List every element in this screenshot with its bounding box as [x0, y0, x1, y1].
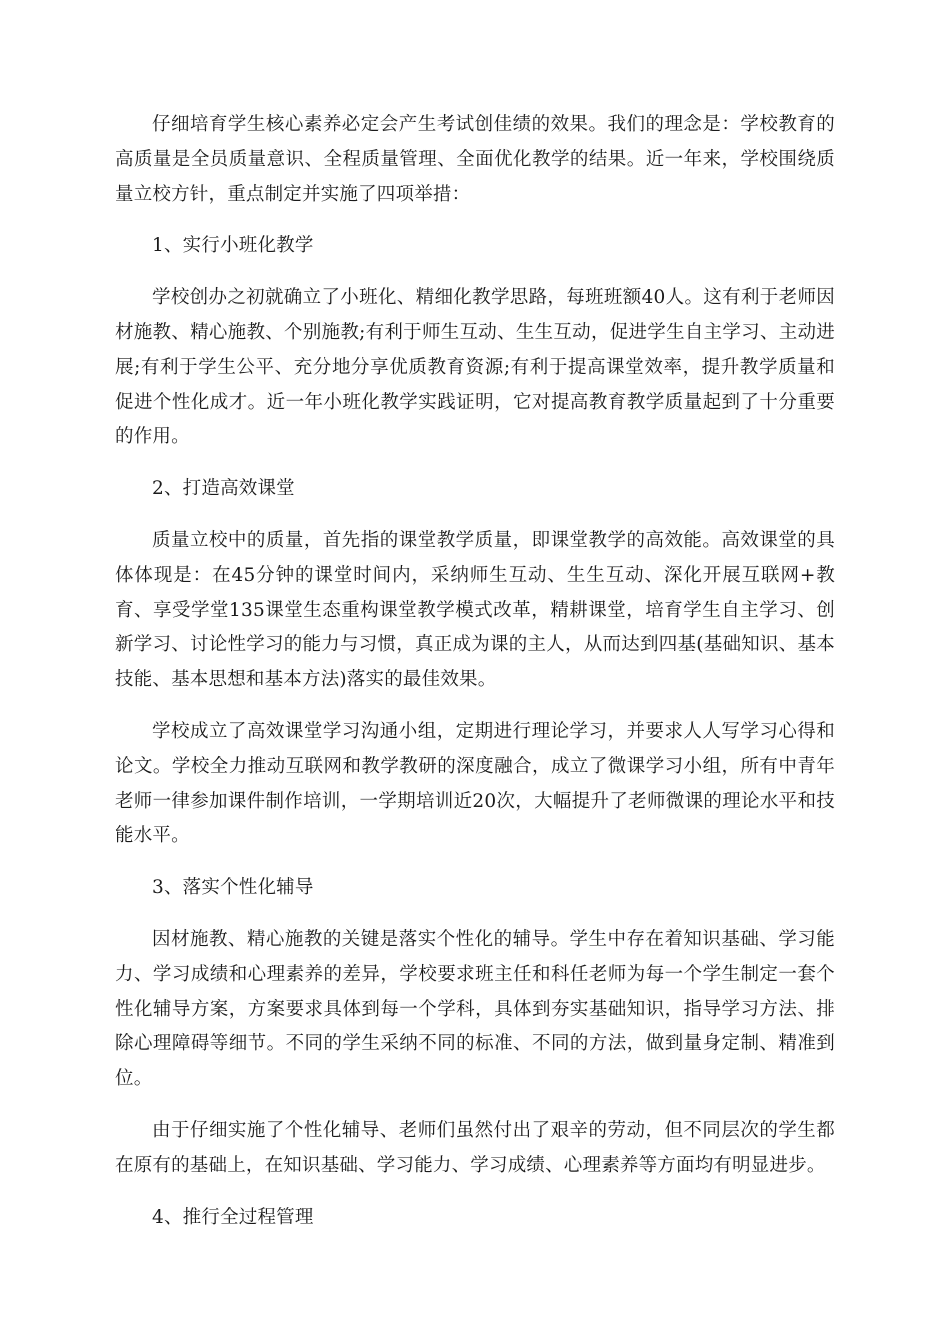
section-heading-1: 1、实行小班化教学: [152, 235, 314, 257]
section-heading-4: 4、推行全过程管理: [152, 1206, 314, 1228]
paragraph-small-class: 学校创办之初就确立了小班化、精细化教学思路，每班班额40人。这有利于老师因材施教、精心施教、个别施教;有利于师生互动、生生互动，促进学生自主学习、主动进展;有利于学生公平、充分地分享优质教育资源;有利于提高课堂效率，提升教学质量和促进个性化成才。近一年小班化教学实践证明，它对提高教育教学质量起到了十分重要的作用。: [115, 287, 835, 448]
document-body: [115, 108, 835, 1252]
paragraph-study-group: 学校成立了高效课堂学习沟通小组，定期进行理论学习，并要求人人写学习心得和论文。学校全力推动互联网和教学教研的深度融合，成立了微课学习小组，所有中青年老师一律参加课件制作培训，一学期培训近20次，大幅提升了老师微课的理论水平和技能水平。: [115, 720, 835, 847]
section-heading-3: 3、落实个性化辅导: [152, 877, 314, 899]
paragraph-tutoring-results: 由于仔细实施了个性化辅导、老师们虽然付出了艰辛的劳动，但不同层次的学生都在原有的基础上，在知识基础、学习能力、学习成绩、心理素养等方面均有明显进步。: [115, 1119, 835, 1176]
paragraph-intro: 仔细培育学生核心素养必定会产生考试创佳绩的效果。我们的理念是：学校教育的高质量是全员质量意识、全程质量管理、全面优化教学的结果。近一年来，学校围绕质量立校方针，重点制定并实施了四项举措：: [115, 114, 835, 205]
paragraph-efficient-class: 质量立校中的质量，首先指的课堂教学质量，即课堂教学的高效能。高效课堂的具体体现是：在45分钟的课堂时间内，采纳师生互动、生生互动、深化开展互联网+教育、享受学堂135课堂生态重构课堂教学模式改革，精耕课堂，培育学生自主学习、创新学习、讨论性学习的能力与习惯，真正成为课的主人，从而达到四基(基础知识、基本技能、基本思想和基本方法)落实的最佳效果。: [115, 529, 835, 691]
paragraph-individual-tutoring: 因材施教、精心施教的关键是落实个性化的辅导。学生中存在着知识基础、学习能力、学习成绩和心理素养的差异，学校要求班主任和科任老师为每一个学生制定一套个性化辅导方案，方案要求具体到每一个学科，具体到夯实基础知识，指导学习方法、排除心理障碍等细节。不同的学生采纳不同的标准、不同的方法，做到量身定制、精准到位。: [115, 928, 835, 1090]
section-heading-2: 2、打造高效课堂: [152, 478, 295, 500]
